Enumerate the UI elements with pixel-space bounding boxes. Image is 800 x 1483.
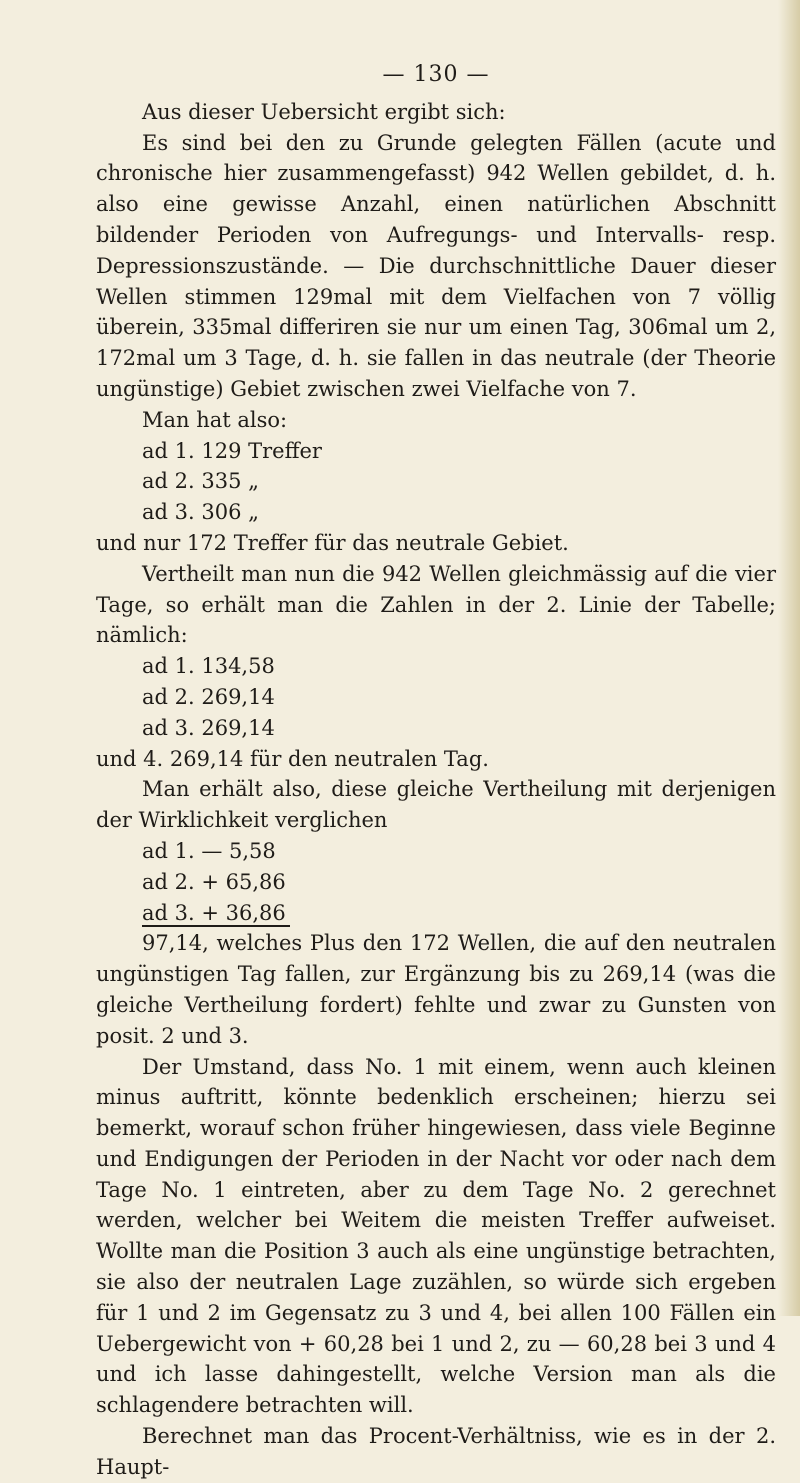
paragraph-5: 97,14, welches Plus den 172 Wellen, die auf den neutralen ungünstigen Tag fallen, zur Ergänzung bis zu 269,14 (was die gleiche Vertheilung fordert) fehlte und zwar zu Gunsten von posit. 2 und 3. [96, 931, 776, 1048]
list-item: ad 1. 134,58 [142, 654, 275, 679]
treffer-list [96, 436, 776, 528]
page-body [96, 60, 776, 1483]
section-heading: Aus dieser Uebersicht ergibt sich: [142, 99, 506, 124]
difference-list [96, 836, 776, 928]
list-item: ad 2. 269,14 [142, 684, 275, 709]
list-item: ad 2. 335 „ [142, 469, 259, 494]
list-item: ad 1. — 5,58 [142, 838, 276, 863]
list-item: ad 2. + 65,86 [142, 869, 286, 894]
paragraph-7: Berechnet man das Procent-Verhältniss, wie es in der 2. Haupt- [96, 1424, 776, 1479]
paragraph-4: Man erhält also, diese gleiche Vertheilung mit derjenigen der Wirklichkeit verglichen [96, 777, 776, 833]
list-item: ad 3. 306 „ [142, 500, 259, 525]
page-edge-shadow [778, 0, 800, 1316]
paragraph-1: Es sind bei den zu Grunde gelegten Fällen (acute und chronische hier zusammengefasst) 942 Wellen gebildet, d. h. also eine gewisse Anzahl, einen natürlichen Abschnitt bildender Perioden von Aufregungs- und Intervalls- resp. Depressionszustände. — Die durchschnittliche Dauer dieser Wellen stimmen 129mal mit dem Vielfachen von 7 völlig überein, 335mal differiren sie nur um einen Tag, 306mal um 2, 172mal um 3 Tage, d. h. sie fallen in das neutrale (der Theorie ungünstige) Gebiet zwischen zwei Vielfache von 7. [96, 130, 776, 401]
list-item: ad 1. 129 Treffer [142, 438, 322, 463]
page-number: — 130 — [382, 62, 490, 87]
paragraph-3: Vertheilt man nun die 942 Wellen gleichmässig auf die vier Tage, so erhält man die Zahlen in der 2. Linie der Tabelle; nämlich: [96, 561, 776, 648]
line-und-4: und 4. 269,14 für den neutralen Tag. [96, 746, 489, 771]
paragraph-6: Der Umstand, dass No. 1 mit einem, wenn auch kleinen minus auftritt, könnte bedenklich erscheinen; hierzu sei bemerkt, worauf schon früher hingewiesen, dass viele Beginne und Endigungen der Perioden in der Nacht vor oder nach dem Tage No. 1 eintreten, aber zu dem Tage No. 2 gerechnet werden, welcher bei Weitem die meisten Treffer aufweiset. Wollte man die Position 3 auch als eine ungünstige betrachten, sie also der neutralen Lage zuzählen, so würde sich ergeben für 1 und 2 im Gegensatz zu 3 und 4, bei allen 100 Fällen ein Uebergewicht von + 60,28 bei 1 und 2, zu — 60,28 bei 3 und 4 und ich lasse dahingestellt, welche Version man als die schlagendere betrachten will. [96, 1054, 776, 1418]
distribution-list [96, 651, 776, 743]
list-item: ad 3. 269,14 [142, 715, 275, 740]
list-item-underlined: ad 3. + 36,86 [142, 898, 286, 929]
line-und-nur: und nur 172 Treffer für das neutrale Gebiet. [96, 530, 569, 555]
paragraph-2: Man hat also: [142, 407, 288, 432]
